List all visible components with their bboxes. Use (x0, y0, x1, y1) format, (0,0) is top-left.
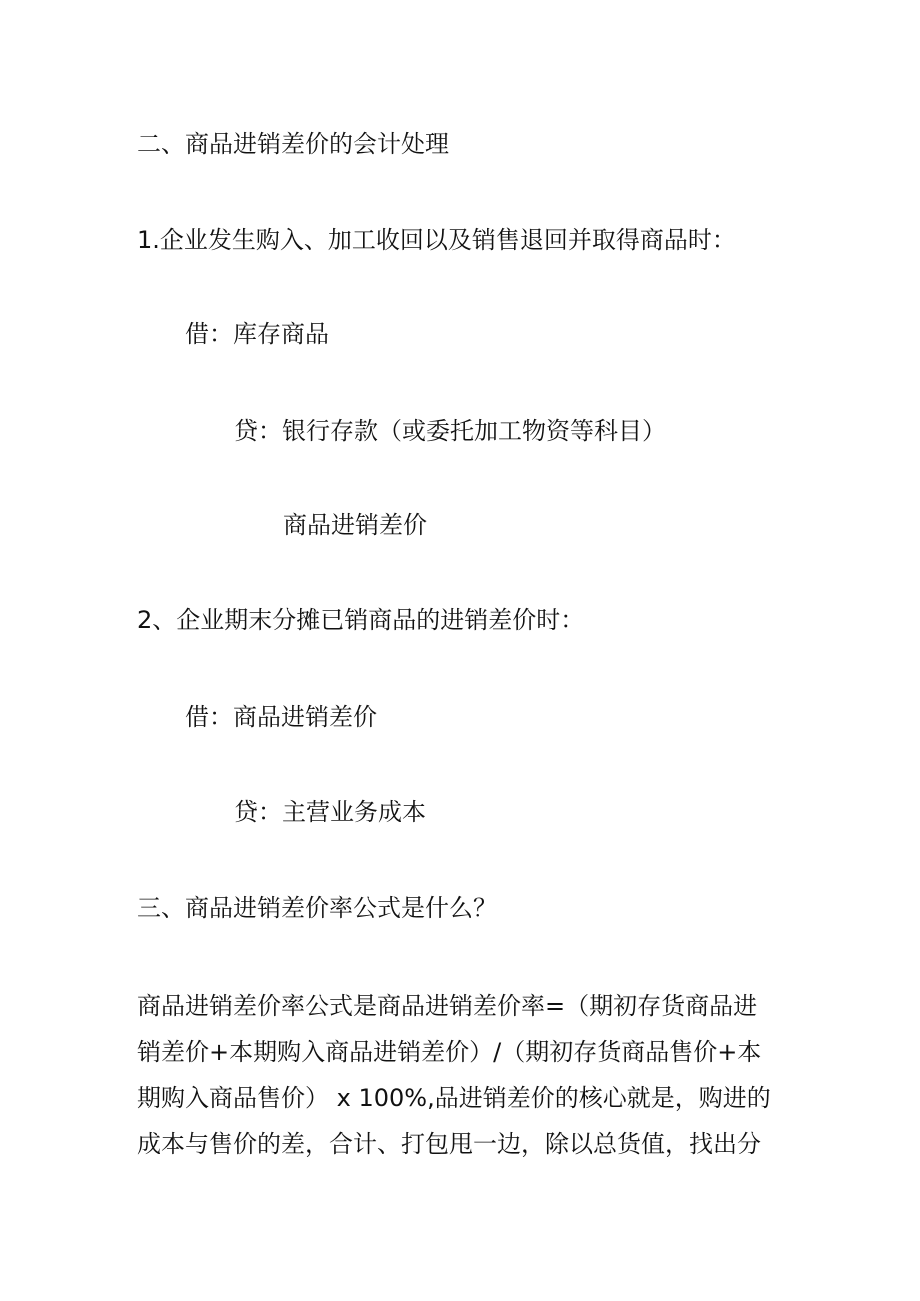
item-2-period-end-entry: 2、企业期末分摊已销商品的进销差价时： (137, 606, 585, 634)
paragraph-row: 成本与售价的差，合计、打包甩一边，除以总货值，找出分 (137, 1130, 761, 1158)
paragraph-row: 销差价+本期购入商品进销差价）/（期初存货商品售价+本 (137, 1038, 762, 1066)
item-1-credit-line-2: 商品进销差价 (283, 511, 427, 539)
item-2-debit-line: 借：商品进销差价 (185, 703, 377, 731)
formula-paragraph (137, 983, 787, 1167)
section-heading-accounting-treatment: 二、商品进销差价的会计处理 (137, 130, 449, 158)
section-heading-rate-formula: 三、商品进销差价率公式是什么？ (137, 894, 497, 922)
paragraph-row: 期购入商品售价） x 100%,品进销差价的核心就是，购进的 (137, 1084, 771, 1112)
item-1-credit-line: 贷：银行存款（或委托加工物资等科目） (234, 417, 666, 445)
item-1-purchase-entry: 1.企业发生购入、加工收回以及销售退回并取得商品时： (137, 226, 736, 254)
paragraph-row: 商品进销差价率公式是商品进销差价率=（期初存货商品进 (137, 992, 758, 1020)
item-1-debit-line: 借：库存商品 (185, 320, 329, 348)
item-2-credit-line: 贷：主营业务成本 (234, 798, 426, 826)
